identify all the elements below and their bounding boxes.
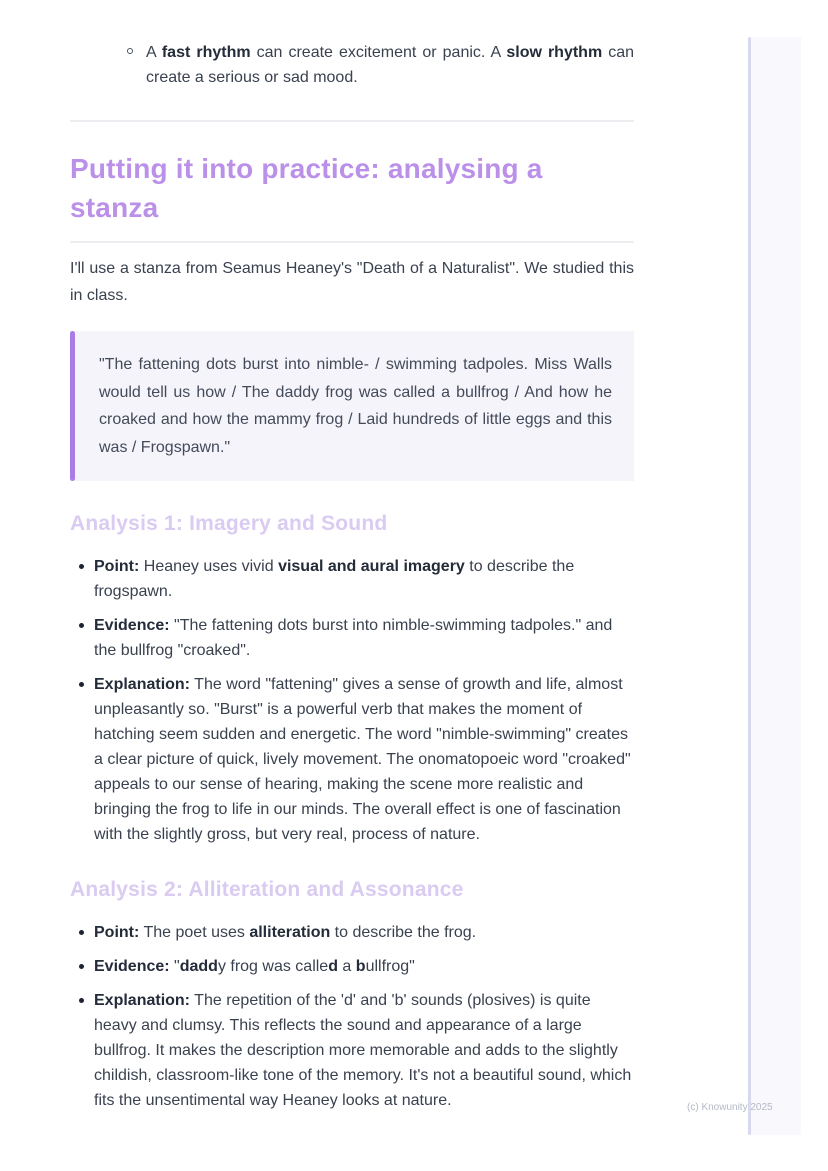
dot-bullet-icon: [79, 964, 84, 969]
dot-bullet-icon: [79, 682, 84, 687]
stanza-quote-text: "The fattening dots burst into nimble- / swimming tadpoles. Miss Walls would tell us how / The daddy frog was called a bullfrog / And how he croaked and how the mammy frog / Laid hundreds of little eggs and this was / Frogspawn.": [99, 356, 612, 456]
list-item-explanation: [70, 672, 634, 847]
top-list-item-text: A fast rhythm can create excitement or panic. A slow rhythm can create a serious or sad mood.: [146, 44, 635, 86]
dot-bullet-icon: [79, 930, 84, 935]
title-divider: [70, 241, 634, 243]
dot-bullet-icon: [79, 998, 84, 1003]
analysis-2-heading: Analysis 2: Alliteration and Assonance: [70, 878, 464, 901]
quote-accent-bar: [70, 331, 75, 481]
page-title: Putting it into practice: analysing a stanza: [70, 153, 543, 223]
list-item-point-text: Point: Heaney uses vivid visual and aural imagery to describe the frogspawn.: [94, 558, 575, 600]
page-edge-tint: [751, 37, 801, 1135]
document-page: [70, 0, 634, 1113]
list-item-evidence: [70, 954, 634, 979]
list-item-evidence-text: Evidence: "The fattening dots burst into nimble-swimming tadpoles." and the bullfrog "croaked".: [94, 617, 613, 659]
list-item-explanation: [70, 988, 634, 1113]
analysis-1-list: [70, 554, 634, 847]
list-item-point: [70, 554, 634, 604]
list-item-evidence: [70, 613, 634, 663]
stanza-quote: [70, 331, 634, 481]
top-list-item: [70, 40, 634, 90]
intro-paragraph: I'll use a stanza from Seamus Heaney's "Death of a Naturalist". We studied this in class.: [70, 260, 634, 304]
section-divider: [70, 120, 634, 122]
analysis-2-list: [70, 920, 634, 1113]
page-edge-line: [748, 37, 751, 1135]
dot-bullet-icon: [79, 564, 84, 569]
list-item-explanation-text: Explanation: The repetition of the 'd' and 'b' sounds (plosives) is quite heavy and clumsy. This reflects the sound and appearance of a large bullfrog. It makes the description more memorable and adds to the slightly childish, classroom-like tone of the memory. It's not a beautiful sound, which fits the unsentimental way Heaney looks at nature.: [94, 992, 632, 1109]
list-item-point-text: Point: The poet uses alliteration to describe the frog.: [94, 924, 477, 941]
list-item-evidence-text: Evidence: "daddy frog was called a bullfrog": [94, 958, 415, 975]
list-item-explanation-text: Explanation: The word "fattening" gives a sense of growth and life, almost unpleasantly so. "Burst" is a powerful verb that makes the moment of hatching seem sudden and energetic. The word "nimble-swimming" creates a clear picture of quick, lively movement. The onomatopoeic word "croaked" appeals to our sense of hearing, making the scene more realistic and bringing the frog to life in our minds. The overall effect is one of fascination with the slightly gross, but very real, process of nature.: [94, 676, 631, 843]
analysis-1-heading: Analysis 1: Imagery and Sound: [70, 512, 388, 535]
dot-bullet-icon: [79, 623, 84, 628]
notes-top-list: [70, 40, 634, 90]
circle-bullet-icon: [127, 48, 133, 54]
copyright-watermark: (c) Knowunity 2025: [687, 1102, 773, 1113]
list-item-point: [70, 920, 634, 945]
